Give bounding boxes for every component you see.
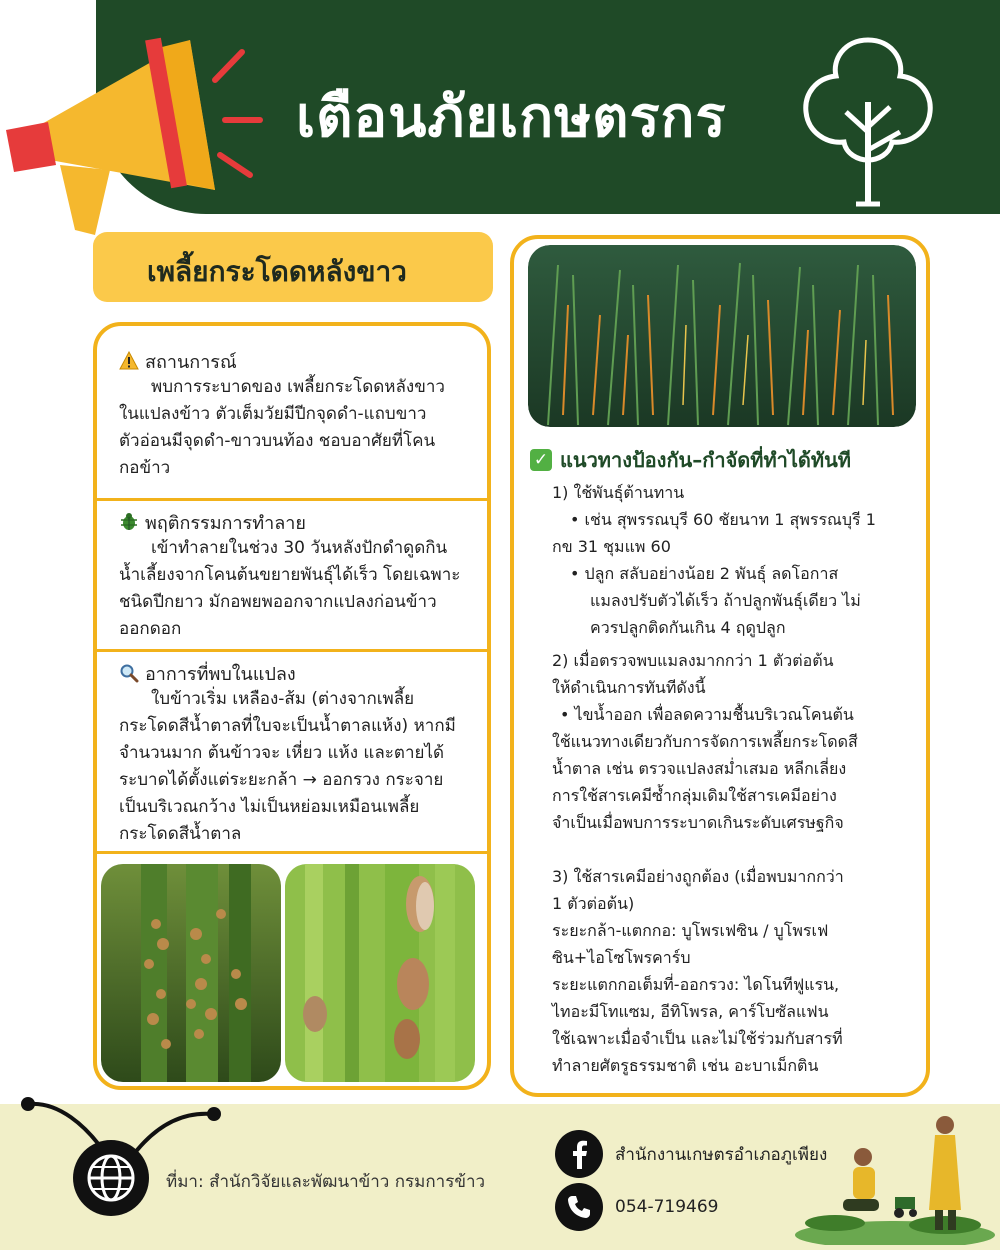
- symptoms-line: ระบาดได้ตั้งแต่ระยะกล้า → ออกรวง กระจาย: [119, 770, 444, 790]
- situation-section: [97, 348, 487, 482]
- check-icon: ✓: [530, 449, 552, 471]
- prevention-heading-text: แนวทางป้องกัน–กำจัดที่ทำได้ทันที: [560, 448, 851, 472]
- rice-field-photo: [528, 245, 916, 427]
- behavior-heading: พฤติกรรมการทำลาย: [145, 512, 306, 534]
- info-card-left: [93, 322, 491, 1090]
- info-card-right: [510, 235, 930, 1097]
- source-text: ที่มา: สำนักวิจัยและพัฒนาข้าว กรมการข้าว: [166, 1172, 486, 1192]
- situation-line: ในแปลงข้าว ตัวเต็มวัยมีปีกจุดดำ-แถบขาว: [119, 404, 427, 424]
- symptoms-line: กระโดดสีน้ำตาล: [119, 824, 242, 844]
- rice-stem-nymphs-photo: [101, 864, 281, 1082]
- symptoms-section: [97, 649, 487, 848]
- globe-icon: [16, 1092, 226, 1216]
- situation-line: กอข้าว: [119, 458, 171, 478]
- prevention-line: ซิน+ไอโซโพรคาร์บ: [552, 948, 691, 967]
- prevention-line: ให้ดำเนินการทันทีดังนี้: [552, 678, 706, 697]
- symptoms-line: ใบข้าวเริ่ม เหลือง-ส้ม (ต่างจากเพลี้ย: [151, 689, 415, 709]
- prevention-line: กข 31 ชุมแพ 60: [552, 537, 671, 556]
- prevention-line: 2) เมื่อตรวจพบแมลงมากกว่า 1 ตัวต่อต้น: [552, 651, 834, 670]
- prevention-line: จำเป็นเมื่อพบการระบาดเกินระดับเศรษฐกิจ: [552, 813, 844, 832]
- megaphone-icon: [0, 30, 270, 250]
- tree-icon: [796, 32, 940, 208]
- prevention-line: 1) ใช้พันธุ์ต้านทาน: [552, 483, 685, 502]
- behavior-line: ออกดอก: [119, 619, 182, 639]
- prevention-line: 1 ตัวต่อต้น): [552, 894, 635, 913]
- page-title: เตือนภัยเกษตรกร: [296, 85, 727, 150]
- magnifier-icon: [119, 663, 139, 683]
- prevention-line: • ปลูก สลับอย่างน้อย 2 พันธุ์ ลดโอกาส: [570, 564, 839, 583]
- prevention-line: น้ำตาล เช่น ตรวจแปลงสม่ำเสมอ หลีกเลี่ยง: [552, 759, 847, 778]
- behavior-line: ชนิดปีกยาว มักอพยพออกจากแปลงก่อนข้าว: [119, 592, 437, 612]
- prevention-line: ทำลายศัตรูธรรมชาติ เช่น อะบาเม็กติน: [552, 1056, 819, 1075]
- symptoms-heading: อาการที่พบในแปลง: [145, 663, 296, 685]
- prevention-line: 3) ใช้สารเคมีอย่างถูกต้อง (เมื่อพบมากกว่า: [552, 867, 844, 886]
- bug-icon: [119, 512, 139, 532]
- behavior-line: น้ำเลี้ยงจากโคนต้นขยายพันธุ์ได้เร็ว โดยเฉพาะ: [119, 565, 461, 585]
- prevention-line: ไทอะมีโทแซม, อีทิโพรล, คาร์โบซัลแฟน: [552, 1002, 829, 1021]
- prevention-line: แมลงปรับตัวได้เร็ว ถ้าปลูกพันธุ์เดียว ไม่: [590, 591, 861, 610]
- facebook-page-name[interactable]: สำนักงานเกษตรอำเภอภูเพียง: [615, 1144, 828, 1165]
- prevention-line: • เช่น สุพรรณบุรี 60 ชัยนาท 1 สุพรรณบุรี 1: [570, 510, 876, 529]
- symptoms-line: จำนวนมาก ต้นข้าวจะ เหี่ยว แห้ง และตายได้: [119, 743, 445, 763]
- prevention-line: ใช้เฉพาะเมื่อจำเป็น และไม่ใช้ร่วมกับสารที่: [552, 1029, 843, 1048]
- behavior-section: [97, 498, 487, 643]
- phone-row[interactable]: [555, 1183, 718, 1231]
- situation-heading: สถานการณ์: [145, 351, 237, 373]
- symptoms-line: เป็นบริเวณกว้าง ไม่เป็นหย่อมเหมือนเพลี้ย: [119, 797, 420, 817]
- prevention-line: ควรปลูกติดกันเกิน 4 ฤดูปลูก: [590, 618, 786, 637]
- prevention-line: ระยะแตกกอเต็มที่-ออกรวง: ไดโนทีฟูแรน,: [552, 975, 840, 994]
- subtitle-text: เพลี้ยกระโดดหลังขาว: [147, 255, 407, 288]
- situation-line: ตัวอ่อนมีจุดดำ-ขาวบนท้อง ชอบอาศัยที่โคน: [119, 431, 436, 451]
- facebook-icon[interactable]: [555, 1130, 603, 1178]
- facebook-row[interactable]: [555, 1130, 827, 1178]
- symptoms-line: กระโดดสีน้ำตาลที่ใบจะเป็นน้ำตาลแห้ง) หากมี: [119, 716, 456, 736]
- phone-number[interactable]: 054-719469: [615, 1197, 719, 1217]
- warning-icon: [119, 351, 139, 371]
- phone-icon[interactable]: [555, 1183, 603, 1231]
- insect-photo-section: [97, 851, 487, 1090]
- adult-planthopper-photo: [285, 864, 475, 1082]
- prevention-line: การใช้สารเคมีซ้ำกลุ่มเดิมใช้สารเคมีอย่าง: [552, 786, 837, 805]
- farmers-illustration: [795, 1105, 995, 1245]
- prevention-line: ใช้แนวทางเดียวกับการจัดการเพลี้ยกระโดดสี: [552, 732, 858, 751]
- prevention-body: [552, 479, 922, 1079]
- prevention-line: • ไขน้ำออก เพื่อลดความชื้นบริเวณโคนต้น: [560, 705, 854, 724]
- subtitle-banner: [93, 232, 493, 302]
- behavior-line: เข้าทำลายในช่วง 30 วันหลังปักดำดูดกิน: [151, 538, 448, 558]
- prevention-line: ระยะกล้า-แตกกอ: บูโพรเฟซิน / บูโพรเฟ: [552, 921, 829, 940]
- prevention-heading: [530, 444, 851, 476]
- situation-line: พบการระบาดของ เพลี้ยกระโดดหลังขาว: [151, 377, 445, 397]
